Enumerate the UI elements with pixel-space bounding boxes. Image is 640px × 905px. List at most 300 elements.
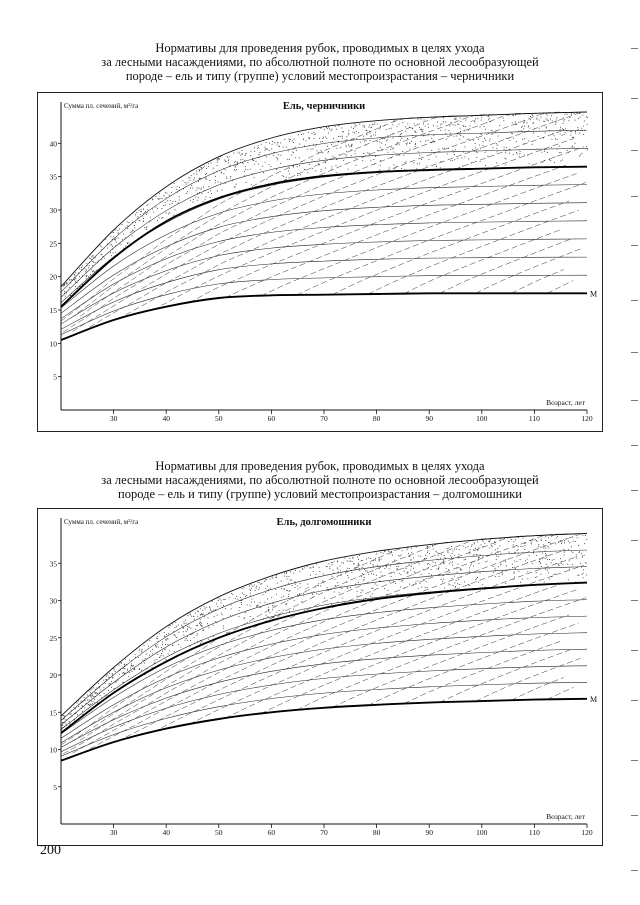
stipple-dot	[75, 281, 76, 282]
stipple-dot	[281, 581, 282, 582]
stipple-dot	[377, 124, 378, 125]
stipple-dot	[135, 222, 136, 223]
stipple-dot	[395, 583, 396, 584]
stipple-dot	[455, 582, 456, 583]
stipple-dot	[231, 605, 232, 606]
stipple-dot	[259, 588, 260, 589]
stipple-dot	[294, 581, 295, 582]
stipple-dot	[373, 574, 374, 575]
stipple-dot	[576, 554, 577, 555]
stipple-dot	[491, 130, 492, 131]
stipple-dot	[354, 124, 355, 125]
stipple-dot	[404, 571, 405, 572]
stipple-dot	[166, 634, 167, 635]
stipple-dot	[341, 588, 342, 589]
stipple-dot	[101, 690, 102, 691]
stipple-dot	[115, 682, 116, 683]
stipple-dot	[463, 136, 464, 137]
stipple-dot	[523, 122, 524, 123]
stipple-dot	[276, 157, 277, 158]
stipple-dot	[498, 566, 499, 567]
stipple-dot	[208, 163, 209, 164]
stipple-dot	[575, 541, 576, 542]
stipple-dot	[401, 555, 402, 556]
stipple-dot	[327, 128, 328, 129]
stipple-dot	[566, 538, 567, 539]
heading-line: за лесными насаждениями, по абсолютной полноте по основной лесообразующей	[101, 473, 539, 487]
stipple-dot	[393, 138, 394, 139]
stipple-dot	[445, 121, 446, 122]
stipple-dot	[531, 542, 532, 543]
stipple-dot	[286, 576, 287, 577]
stipple-dot	[286, 590, 287, 591]
stipple-dot	[154, 660, 155, 661]
stipple-dot	[420, 583, 421, 584]
stipple-dot	[169, 204, 170, 205]
y-tick-label: 15	[49, 708, 57, 718]
stipple-dot	[155, 645, 156, 646]
stipple-dot	[247, 604, 248, 605]
stipple-dot	[364, 577, 365, 578]
stipple-dot	[370, 136, 371, 137]
stipple-dot	[207, 623, 208, 624]
stipple-dot	[65, 296, 66, 297]
stipple-dot	[528, 141, 529, 142]
stipple-dot	[201, 623, 202, 624]
stipple-dot	[236, 596, 237, 597]
stipple-dot	[145, 658, 146, 659]
stipple-dot	[309, 138, 310, 139]
stipple-dot	[161, 655, 162, 656]
stipple-dot	[471, 546, 472, 547]
stipple-dot	[518, 131, 519, 132]
stipple-dot	[94, 692, 95, 693]
stipple-dot	[282, 175, 283, 176]
stipple-dot	[538, 544, 539, 545]
stipple-dot	[356, 158, 357, 159]
stipple-dot	[320, 142, 321, 143]
stipple-dot	[532, 144, 533, 145]
stipple-dot	[541, 566, 542, 567]
stipple-dot	[475, 147, 476, 148]
stipple-dot	[97, 702, 98, 703]
stipple-dot	[441, 161, 442, 162]
stipple-dot	[531, 544, 532, 545]
stipple-dot	[228, 159, 229, 160]
stipple-dot	[406, 161, 407, 162]
stipple-dot	[258, 147, 259, 148]
stipple-dot	[176, 637, 177, 638]
stipple-dot	[271, 148, 272, 149]
stipple-dot	[156, 638, 157, 639]
stipple-dot	[245, 596, 246, 597]
stipple-dot	[329, 563, 330, 564]
stipple-dot	[527, 122, 528, 123]
dashed-line	[71, 534, 571, 742]
stipple-dot	[198, 181, 199, 182]
stipple-dot	[66, 283, 67, 284]
x-tick-label: 50	[215, 828, 223, 837]
stipple-dot	[381, 552, 382, 553]
stipple-dot	[452, 160, 453, 161]
stipple-dot	[560, 134, 561, 135]
stipple-dot	[197, 200, 198, 201]
stipple-dot	[448, 130, 449, 131]
stipple-dot	[387, 136, 388, 137]
stipple-dot	[516, 141, 517, 142]
stipple-dot	[481, 120, 482, 121]
stipple-dot	[478, 549, 479, 550]
stipple-dot	[349, 146, 350, 147]
stipple-dot	[179, 196, 180, 197]
stipple-dot	[165, 644, 166, 645]
stipple-dot	[577, 537, 578, 538]
stipple-dot	[131, 664, 132, 665]
stipple-dot	[428, 563, 429, 564]
stipple-dot	[185, 640, 186, 641]
stipple-dot	[338, 571, 339, 572]
stipple-dot	[295, 147, 296, 148]
stipple-dot	[104, 693, 105, 694]
stipple-dot	[157, 659, 158, 660]
stipple-dot	[392, 555, 393, 556]
stipple-dot	[582, 557, 583, 558]
stipple-dot	[244, 617, 245, 618]
stipple-dot	[351, 146, 352, 147]
stipple-dot	[407, 124, 408, 125]
stipple-dot	[187, 628, 188, 629]
stipple-dot	[267, 149, 268, 150]
stipple-dot	[474, 121, 475, 122]
stipple-dot	[232, 594, 233, 595]
stipple-dot	[518, 537, 519, 538]
stipple-dot	[465, 120, 466, 121]
margin-tick	[631, 48, 638, 49]
stipple-dot	[530, 116, 531, 117]
stipple-dot	[290, 579, 291, 580]
stipple-dot	[506, 147, 507, 148]
stipple-dot	[316, 574, 317, 575]
stipple-dot	[251, 602, 252, 603]
stipple-dot	[286, 177, 287, 178]
stipple-dot	[88, 704, 89, 705]
stipple-dot	[476, 151, 477, 152]
stipple-dot	[427, 564, 428, 565]
stipple-dot	[202, 193, 203, 194]
stipple-dot	[218, 600, 219, 601]
stipple-dot	[445, 133, 446, 134]
stipple-dot	[310, 575, 311, 576]
stipple-dot	[150, 217, 151, 218]
stipple-dot	[437, 126, 438, 127]
stipple-dot	[460, 135, 461, 136]
stipple-dot	[457, 583, 458, 584]
stipple-dot	[174, 215, 175, 216]
stipple-dot	[147, 209, 148, 210]
stipple-dot	[515, 568, 516, 569]
stipple-dot	[417, 163, 418, 164]
stipple-dot	[550, 160, 551, 161]
stipple-dot	[481, 117, 482, 118]
x-tick-label: 80	[372, 414, 381, 423]
margin-tick	[631, 352, 638, 353]
stipple-dot	[583, 577, 584, 578]
stipple-dot	[205, 197, 206, 198]
stipple-dot	[75, 280, 76, 281]
stipple-dot	[247, 622, 248, 623]
stipple-dot	[555, 574, 556, 575]
y-tick-label: 20	[49, 671, 57, 680]
stipple-dot	[295, 570, 296, 571]
stipple-dot	[562, 135, 563, 136]
dashed-line	[547, 281, 573, 294]
stipple-dot	[514, 572, 515, 573]
stipple-dot	[394, 152, 395, 153]
stipple-dot	[185, 620, 186, 621]
stipple-dot	[95, 262, 96, 263]
stipple-dot	[558, 564, 559, 565]
stipple-dot	[491, 545, 492, 546]
stipple-dot	[184, 623, 185, 624]
stipple-dot	[426, 578, 427, 579]
stipple-dot	[356, 125, 357, 126]
stipple-dot	[403, 122, 404, 123]
stipple-dot	[448, 569, 449, 570]
stipple-dot	[582, 535, 583, 536]
stipple-dot	[560, 558, 561, 559]
stipple-dot	[556, 537, 557, 538]
stipple-dot	[346, 155, 347, 156]
stipple-dot	[90, 274, 91, 275]
stipple-dot	[445, 130, 446, 131]
stipple-dot	[133, 230, 134, 231]
stipple-dot	[258, 145, 259, 146]
stipple-dot	[77, 714, 78, 715]
stipple-dot	[332, 576, 333, 577]
margin-tick	[631, 196, 638, 197]
stipple-dot	[451, 557, 452, 558]
stipple-dot	[363, 125, 364, 126]
stipple-dot	[340, 570, 341, 571]
stipple-dot	[169, 212, 170, 213]
stipple-dot	[64, 715, 65, 716]
stipple-dot	[129, 660, 130, 661]
heading-line: породе – ель и типу (группе) условий местопроизрастания – долгомошники	[118, 487, 522, 501]
stipple-dot	[421, 159, 422, 160]
stipple-dot	[109, 683, 110, 684]
stipple-dot	[64, 291, 65, 292]
stipple-dot	[483, 141, 484, 142]
stipple-dot	[64, 285, 65, 286]
stipple-dot	[500, 538, 501, 539]
stipple-dot	[200, 189, 201, 190]
stipple-dot	[341, 586, 342, 587]
stipple-dot	[493, 133, 494, 134]
stipple-dot	[153, 212, 154, 213]
stipple-dot	[459, 549, 460, 550]
stipple-dot	[454, 119, 455, 120]
stipple-dot	[92, 261, 93, 262]
stipple-dot	[266, 615, 267, 616]
stipple-dot	[364, 126, 365, 127]
stipple-dot	[410, 570, 411, 571]
stipple-dot	[187, 630, 188, 631]
stipple-dot	[515, 539, 516, 540]
stipple-dot	[77, 702, 78, 703]
stipple-dot	[386, 129, 387, 130]
stipple-dot	[579, 156, 580, 157]
stipple-dot	[379, 559, 380, 560]
stipple-dot	[441, 579, 442, 580]
stipple-dot	[165, 648, 166, 649]
stipple-dot	[572, 146, 573, 147]
stipple-dot	[538, 546, 539, 547]
stipple-dot	[259, 582, 260, 583]
stipple-dot	[577, 127, 578, 128]
stipple-dot	[121, 662, 122, 663]
stipple-dot	[425, 126, 426, 127]
stipple-dot	[571, 131, 572, 132]
dashed-line	[440, 239, 572, 293]
x-axis-label: Возраст, лет	[546, 398, 585, 407]
stipple-dot	[280, 143, 281, 144]
y-tick-label: 10	[49, 745, 57, 755]
stipple-dot	[409, 564, 410, 565]
stipple-dot	[350, 558, 351, 559]
stipple-dot	[143, 221, 144, 222]
stipple-dot	[190, 200, 191, 201]
stipple-dot	[188, 177, 189, 178]
stipple-dot	[554, 162, 555, 163]
stipple-dot	[495, 576, 496, 577]
stipple-dot	[441, 123, 442, 124]
stipple-dot	[474, 542, 475, 543]
stipple-dot	[582, 556, 583, 557]
stipple-dot	[225, 608, 226, 609]
stipple-dot	[93, 262, 94, 263]
stipple-dot	[548, 548, 549, 549]
stipple-dot	[512, 133, 513, 134]
stipple-dot	[187, 615, 188, 616]
stipple-dot	[213, 610, 214, 611]
margin-tick	[631, 540, 638, 541]
stipple-dot	[91, 697, 92, 698]
stipple-dot	[288, 594, 289, 595]
x-tick-label: 60	[267, 414, 276, 423]
stipple-dot	[451, 546, 452, 547]
stipple-dot	[371, 573, 372, 574]
stipple-dot	[475, 579, 476, 580]
stipple-dot	[263, 594, 264, 595]
stipple-dot	[210, 607, 211, 608]
stipple-dot	[161, 208, 162, 209]
stipple-dot	[546, 555, 547, 556]
stipple-dot	[198, 197, 199, 198]
stipple-dot	[113, 668, 114, 669]
stipple-dot	[385, 144, 386, 145]
stipple-dot	[366, 130, 367, 131]
stipple-dot	[124, 668, 125, 669]
stipple-dot	[71, 713, 72, 714]
stipple-dot	[448, 552, 449, 553]
stipple-dot	[564, 119, 565, 120]
stipple-dot	[429, 159, 430, 160]
stipple-dot	[409, 556, 410, 557]
stipple-dot	[208, 166, 209, 167]
stipple-dot	[582, 574, 583, 575]
stipple-dot	[284, 573, 285, 574]
stipple-dot	[409, 584, 410, 585]
stipple-dot	[254, 164, 255, 165]
stipple-dot	[183, 635, 184, 636]
stipple-dot	[139, 220, 140, 221]
stipple-dot	[165, 202, 166, 203]
stipple-dot	[568, 541, 569, 542]
stipple-dot	[149, 640, 150, 641]
stipple-dot	[277, 159, 278, 160]
stipple-dot	[242, 588, 243, 589]
stipple-dot	[113, 236, 114, 237]
stipple-dot	[318, 583, 319, 584]
stipple-dot	[550, 543, 551, 544]
stipple-dot	[223, 605, 224, 606]
stipple-dot	[260, 607, 261, 608]
stipple-dot	[578, 545, 579, 546]
stipple-dot	[537, 576, 538, 577]
stipple-dot	[169, 627, 170, 628]
stipple-dot	[165, 639, 166, 640]
stipple-dot	[500, 553, 501, 554]
stipple-dot	[380, 165, 381, 166]
stipple-dot	[382, 575, 383, 576]
stipple-dot	[370, 160, 371, 161]
stipple-dot	[512, 567, 513, 568]
stipple-dot	[74, 720, 75, 721]
margin-tick	[631, 815, 638, 816]
stipple-dot	[138, 216, 139, 217]
stipple-dot	[258, 582, 259, 583]
stipple-dot	[256, 588, 257, 589]
stipple-dot	[384, 568, 385, 569]
stipple-dot	[295, 587, 296, 588]
stipple-dot	[386, 140, 387, 141]
stipple-dot	[532, 114, 533, 115]
stipple-dot	[542, 558, 543, 559]
stipple-dot	[456, 119, 457, 120]
stipple-dot	[560, 129, 561, 130]
stipple-dot	[147, 204, 148, 205]
stipple-dot	[157, 638, 158, 639]
stipple-dot	[473, 140, 474, 141]
stipple-dot	[557, 139, 558, 140]
heading-line: за лесными насаждениями, по абсолютной полноте по основной лесообразующей	[101, 55, 539, 69]
stipple-dot	[134, 225, 135, 226]
stipple-dot	[428, 567, 429, 568]
stipple-dot	[272, 141, 273, 142]
stipple-dot	[347, 575, 348, 576]
stipple-dot	[478, 118, 479, 119]
stipple-dot	[297, 586, 298, 587]
stipple-dot	[267, 616, 268, 617]
stipple-dot	[560, 127, 561, 128]
stipple-dot	[544, 121, 545, 122]
stipple-dot	[399, 573, 400, 574]
stipple-dot	[564, 552, 565, 553]
stipple-dot	[583, 126, 584, 127]
stipple-dot	[127, 225, 128, 226]
stipple-dot	[470, 128, 471, 129]
stipple-dot	[119, 674, 120, 675]
